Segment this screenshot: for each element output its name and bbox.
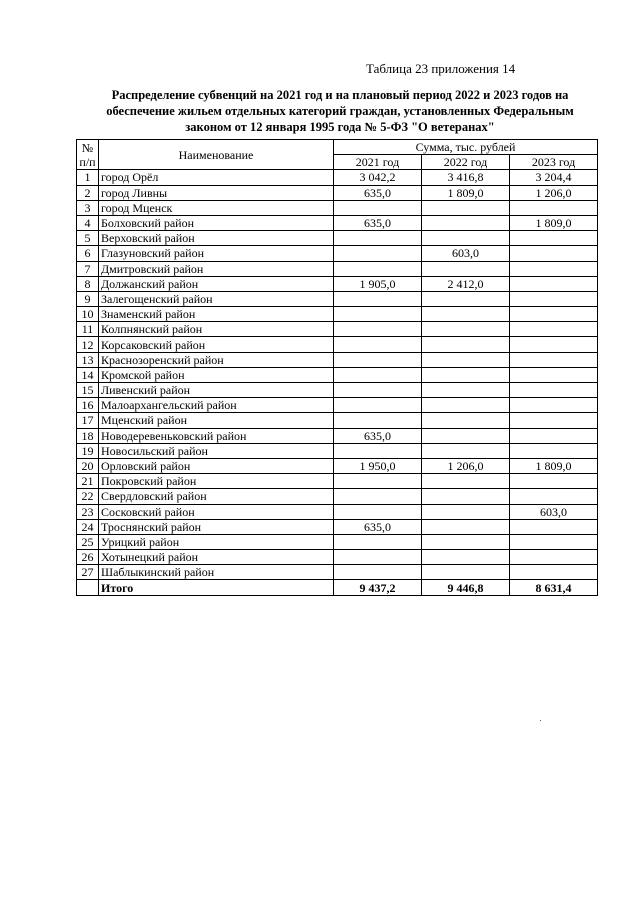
title-line-2: обеспечение жильем отдельных категорий граждан, установленных Федеральным — [106, 104, 574, 118]
total-2022: 9 446,8 — [422, 580, 510, 595]
row-value-2022 — [422, 261, 510, 276]
row-number: 8 — [77, 276, 99, 291]
row-value-2021 — [334, 261, 422, 276]
table-reference: Таблица 23 приложения 14 — [366, 61, 516, 76]
row-value-2023 — [510, 550, 598, 565]
row-value-2023 — [510, 519, 598, 534]
row-name: Знаменский район — [99, 307, 334, 322]
row-value-2022 — [422, 565, 510, 580]
row-value-2021 — [334, 291, 422, 306]
row-number: 17 — [77, 413, 99, 428]
row-value-2022 — [422, 398, 510, 413]
row-value-2021 — [334, 200, 422, 215]
table-row — [77, 428, 598, 443]
row-name: Верховский район — [99, 231, 334, 246]
row-value-2021: 635,0 — [334, 519, 422, 534]
row-name: Корсаковский район — [99, 337, 334, 352]
row-value-2022 — [422, 307, 510, 322]
table-row — [77, 474, 598, 489]
row-value-2022 — [422, 383, 510, 398]
row-value-2022: 1 809,0 — [422, 185, 510, 200]
row-number: 24 — [77, 519, 99, 534]
table-row — [77, 261, 598, 276]
table-row — [77, 383, 598, 398]
column-header-sum: Сумма, тыс. рублей — [334, 140, 598, 155]
title-line-3: законом от 12 января 1995 года № 5-ФЗ "О ветеранах" — [185, 120, 495, 134]
row-name: Должанский район — [99, 276, 334, 291]
column-header-year-2023: 2023 год — [510, 155, 598, 170]
total-number-cell — [77, 580, 99, 595]
table-row — [77, 185, 598, 200]
row-name: Орловский район — [99, 458, 334, 473]
column-header-number — [77, 140, 99, 170]
row-name: Шаблыкинский район — [99, 565, 334, 580]
row-value-2023: 603,0 — [510, 504, 598, 519]
row-value-2021: 1 950,0 — [334, 458, 422, 473]
column-header-name: Наименование — [99, 140, 334, 170]
row-value-2022 — [422, 215, 510, 230]
row-value-2021 — [334, 565, 422, 580]
table-row — [77, 215, 598, 230]
row-value-2021 — [334, 322, 422, 337]
row-value-2023 — [510, 534, 598, 549]
total-row — [77, 580, 598, 595]
row-number: 16 — [77, 398, 99, 413]
row-value-2022 — [422, 489, 510, 504]
row-value-2022: 1 206,0 — [422, 458, 510, 473]
row-value-2023: 3 204,4 — [510, 170, 598, 185]
row-number: 22 — [77, 489, 99, 504]
row-value-2021 — [334, 474, 422, 489]
row-value-2021: 1 905,0 — [334, 276, 422, 291]
row-value-2022 — [422, 337, 510, 352]
table-row — [77, 489, 598, 504]
row-number: 13 — [77, 352, 99, 367]
row-value-2021: 3 042,2 — [334, 170, 422, 185]
table-row — [77, 565, 598, 580]
row-value-2022: 603,0 — [422, 246, 510, 261]
row-number: 4 — [77, 215, 99, 230]
row-value-2022 — [422, 352, 510, 367]
row-value-2023: 1 809,0 — [510, 458, 598, 473]
table-row — [77, 534, 598, 549]
row-value-2023 — [510, 443, 598, 458]
table-row — [77, 276, 598, 291]
row-name: Малоархангельский район — [99, 398, 334, 413]
row-value-2021: 635,0 — [334, 185, 422, 200]
row-name: Хотынецкий район — [99, 550, 334, 565]
row-number: 3 — [77, 200, 99, 215]
table-row — [77, 398, 598, 413]
table-row — [77, 413, 598, 428]
row-value-2021 — [334, 307, 422, 322]
row-value-2022 — [422, 367, 510, 382]
row-number: 20 — [77, 458, 99, 473]
row-number: 5 — [77, 231, 99, 246]
row-name: Болховский район — [99, 215, 334, 230]
row-number: 6 — [77, 246, 99, 261]
table-row — [77, 443, 598, 458]
row-name: Ливенский район — [99, 383, 334, 398]
table-row — [77, 170, 598, 185]
row-value-2023 — [510, 428, 598, 443]
row-number: 9 — [77, 291, 99, 306]
table-row — [77, 352, 598, 367]
row-number: 18 — [77, 428, 99, 443]
row-number: 21 — [77, 474, 99, 489]
row-value-2022 — [422, 428, 510, 443]
row-name: Троснянский район — [99, 519, 334, 534]
row-number: 2 — [77, 185, 99, 200]
row-value-2021 — [334, 534, 422, 549]
table-row — [77, 519, 598, 534]
row-value-2023 — [510, 413, 598, 428]
row-number: 25 — [77, 534, 99, 549]
table-row — [77, 246, 598, 261]
row-number: 27 — [77, 565, 99, 580]
row-value-2021 — [334, 443, 422, 458]
row-number: 15 — [77, 383, 99, 398]
row-name: Покровский район — [99, 474, 334, 489]
row-value-2021 — [334, 413, 422, 428]
table-row — [77, 307, 598, 322]
row-name: Глазуновский район — [99, 246, 334, 261]
row-value-2023: 1 809,0 — [510, 215, 598, 230]
row-value-2023 — [510, 307, 598, 322]
row-name: Дмитровский район — [99, 261, 334, 276]
table-row — [77, 337, 598, 352]
row-value-2022: 3 416,8 — [422, 170, 510, 185]
row-value-2022 — [422, 413, 510, 428]
row-value-2021: 635,0 — [334, 428, 422, 443]
document-title — [60, 87, 620, 135]
row-name: город Орёл — [99, 170, 334, 185]
row-name: Сосковский район — [99, 504, 334, 519]
row-value-2023 — [510, 383, 598, 398]
total-2021: 9 437,2 — [334, 580, 422, 595]
row-value-2022 — [422, 504, 510, 519]
row-value-2023 — [510, 367, 598, 382]
row-value-2021 — [334, 383, 422, 398]
row-name: Краснозоренский район — [99, 352, 334, 367]
table-body — [77, 170, 598, 580]
table-row — [77, 550, 598, 565]
title-line-1: Распределение субвенций на 2021 год и на плановый период 2022 и 2023 годов на — [111, 88, 569, 102]
row-value-2021 — [334, 231, 422, 246]
column-header-year-2022: 2022 год — [422, 155, 510, 170]
total-2023: 8 631,4 — [510, 580, 598, 595]
row-name: город Мценск — [99, 200, 334, 215]
row-value-2023 — [510, 276, 598, 291]
row-value-2023 — [510, 246, 598, 261]
row-value-2023: 1 206,0 — [510, 185, 598, 200]
row-value-2023 — [510, 398, 598, 413]
table-row — [77, 231, 598, 246]
table-row — [77, 504, 598, 519]
table-row — [77, 458, 598, 473]
row-value-2021 — [334, 367, 422, 382]
row-name: Залегощенский район — [99, 291, 334, 306]
row-number: 1 — [77, 170, 99, 185]
row-value-2021 — [334, 337, 422, 352]
row-value-2021 — [334, 489, 422, 504]
table-row — [77, 367, 598, 382]
row-value-2021: 635,0 — [334, 215, 422, 230]
row-number: 14 — [77, 367, 99, 382]
row-value-2022 — [422, 519, 510, 534]
row-name: Новосильский район — [99, 443, 334, 458]
row-name: Урицкий район — [99, 534, 334, 549]
column-header-year-2021: 2021 год — [334, 155, 422, 170]
row-value-2023 — [510, 352, 598, 367]
column-header-number-line1: № — [81, 140, 94, 155]
subventions-table — [76, 139, 598, 596]
scan-speck — [540, 720, 541, 721]
row-value-2022 — [422, 200, 510, 215]
row-value-2022 — [422, 443, 510, 458]
row-value-2022 — [422, 474, 510, 489]
row-value-2023 — [510, 474, 598, 489]
row-value-2023 — [510, 261, 598, 276]
row-value-2021 — [334, 504, 422, 519]
row-name: город Ливны — [99, 185, 334, 200]
row-value-2023 — [510, 200, 598, 215]
row-value-2023 — [510, 337, 598, 352]
row-value-2023 — [510, 231, 598, 246]
row-value-2022 — [422, 322, 510, 337]
row-value-2021 — [334, 398, 422, 413]
column-header-number-line2: п/п — [79, 154, 96, 169]
row-name: Свердловский район — [99, 489, 334, 504]
table-row — [77, 200, 598, 215]
row-name: Колпнянский район — [99, 322, 334, 337]
row-value-2023 — [510, 291, 598, 306]
row-value-2022: 2 412,0 — [422, 276, 510, 291]
row-number: 12 — [77, 337, 99, 352]
row-value-2022 — [422, 291, 510, 306]
total-label: Итого — [99, 580, 334, 595]
row-number: 11 — [77, 322, 99, 337]
row-value-2023 — [510, 565, 598, 580]
row-name: Новодеревеньковский район — [99, 428, 334, 443]
row-value-2021 — [334, 550, 422, 565]
row-value-2023 — [510, 489, 598, 504]
row-name: Кромской район — [99, 367, 334, 382]
row-number: 26 — [77, 550, 99, 565]
header-row-1 — [77, 140, 598, 155]
row-value-2022 — [422, 231, 510, 246]
row-number: 7 — [77, 261, 99, 276]
row-number: 10 — [77, 307, 99, 322]
row-value-2022 — [422, 550, 510, 565]
row-name: Мценский район — [99, 413, 334, 428]
row-number: 19 — [77, 443, 99, 458]
row-value-2022 — [422, 534, 510, 549]
table-row — [77, 322, 598, 337]
row-value-2023 — [510, 322, 598, 337]
row-value-2021 — [334, 246, 422, 261]
row-number: 23 — [77, 504, 99, 519]
table-row — [77, 291, 598, 306]
row-value-2021 — [334, 352, 422, 367]
